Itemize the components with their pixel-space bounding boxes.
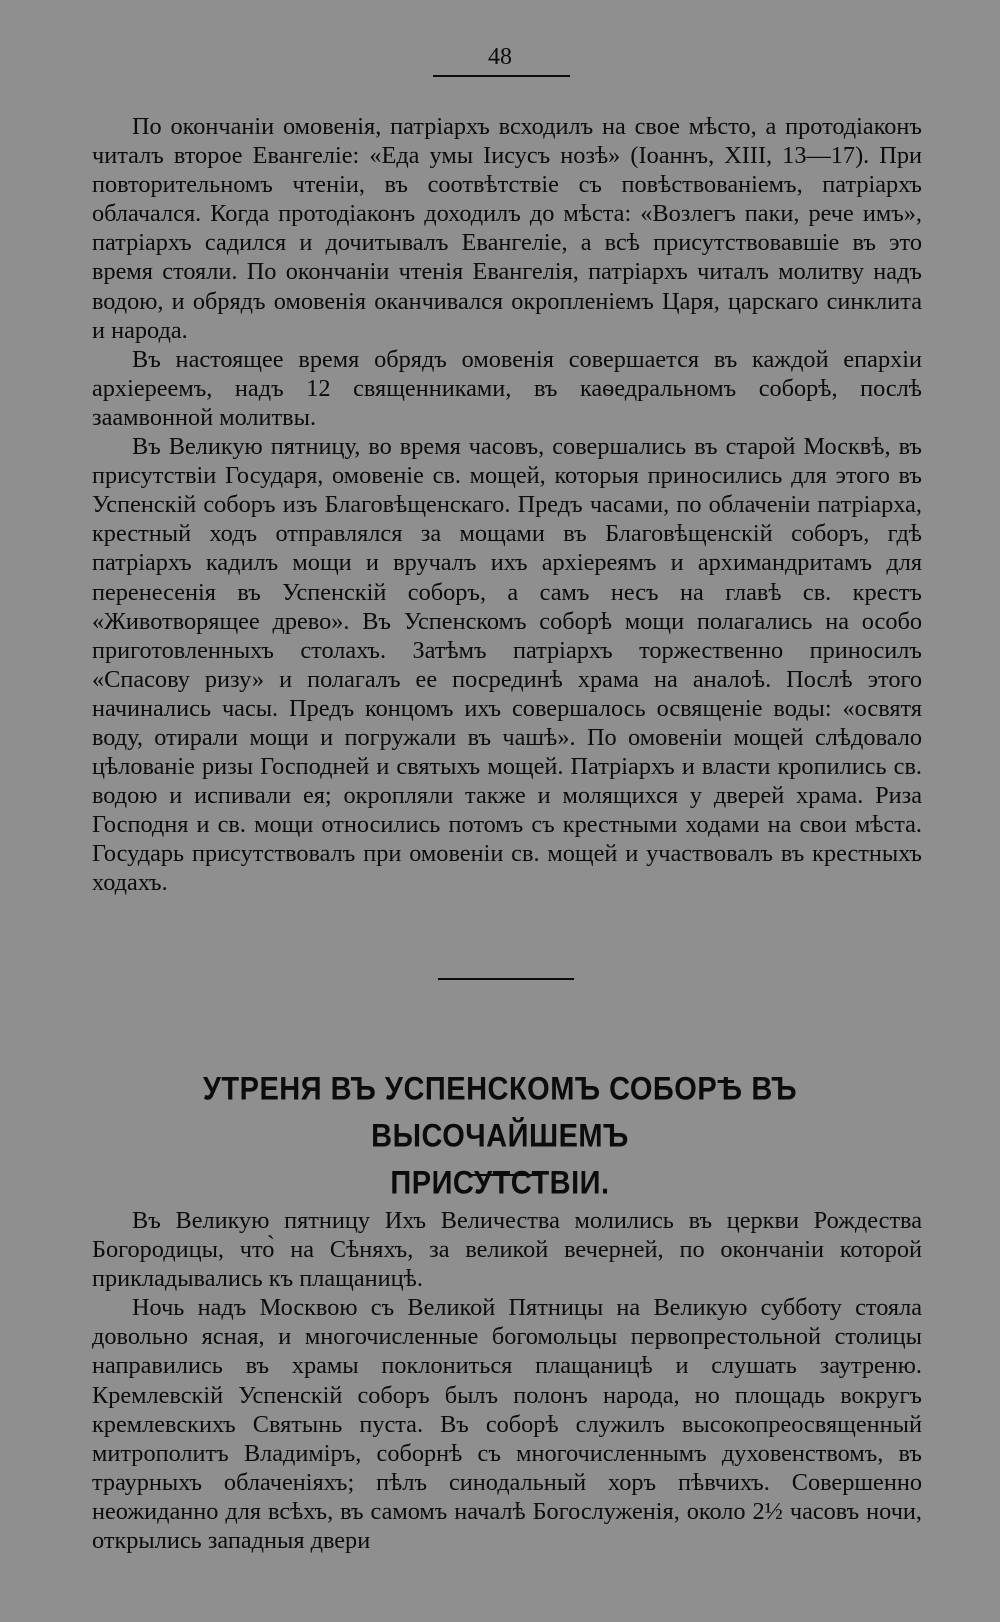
top-rule [433,75,570,77]
paragraph: Въ настоящее время обрядъ омовенiя совершается въ каждой епархiи архiереемъ, надъ 12 священниками, въ каѳедральномъ соборѣ, послѣ заамвонной молитвы. [92,345,922,431]
paragraph: Ночь надъ Москвою съ Великой Пятницы на Великую субботу стояла довольно ясная, и многочисленные богомольцы первопрестольной столицы направились въ храмы поклониться плащаницѣ и слушать заутреню. Кремлевскiй Успенскiй соборъ былъ полонъ народа, но площадь вокругъ кремлевскихъ Святынь пуста. Въ соборѣ служилъ высокопреосвященный митрополитъ Владимiръ, соборнѣ съ многочисленнымъ духовенствомъ, въ траурныхъ облаченiяхъ; пѣлъ синодальный хоръ пѣвчихъ. Совершенно неожиданно для всѣхъ, въ самомъ началѣ Богослуженiя, около 2½ часовъ ночи, открылись западныя двери [92,1294,922,1555]
heading-line-2: ПРИСУТСТВIИ. [390,1165,610,1202]
section-one-text [92,112,922,898]
section-divider-rule [438,978,574,980]
heading-underline-rule [470,1174,540,1176]
section-heading [80,1066,920,1207]
paragraph: Въ Великую пятницу, во время часовъ, совершались въ старой Москвѣ, въ присутствiи Государя, омовенiе св. мощей, которыя приносились для этого въ Успенскiй соборъ изъ Благовѣщенскаго. Предъ часами, по облаченiи патрiарха, крестный ходъ отправлялся за мощами въ Благовѣщенскiй соборъ, гдѣ патрiархъ кадилъ мощи и вручалъ ихъ архiереямъ и архимандритамъ для перенесенiя въ Успенскiй соборъ, а самъ несъ на главѣ св. крестъ «Животворящее древо». Въ Успенскомъ соборѣ мощи полагались на особо приготовленныхъ столахъ. Затѣмъ патрiархъ торжественно приносилъ «Спасову ризу» и полагалъ ее посрединѣ храма на аналоѣ. Послѣ этого начинались часы. Предъ концомъ ихъ совершалось освященiе воды: «освятя воду, отирали мощи и погружали въ чашѣ». По омовенiи мощей слѣдовало цѣлованiе ризы Господней и святыхъ мощей. Патрiархъ и власти кропились св. водою и испивали ея; окропляли также и молящихся у дверей храма. Риза Господня и св. мощи относились потомъ съ крестными ходами на свои мѣста. Государь присутствовалъ при омовенiи св. мощей и участвовалъ въ крестныхъ ходахъ. [92,433,922,897]
section-two-text [92,1206,922,1555]
heading-line-1: УТРЕНЯ ВЪ УСПЕНСКОМЪ СОБОРѢ ВЪ ВЫСОЧАЙШЕМЪ [202,1071,798,1155]
paragraph: Въ Великую пятницу Ихъ Величества молились въ церкви Рождества Богородицы, что̀ на Сѣняхъ, за великой вечерней, по окончанiи которой прикладывались къ плащаницѣ. [92,1207,922,1293]
page-number: 48 [488,44,512,70]
paragraph: По окончанiи омовенiя, патрiархъ всходилъ на свое мѣсто, а протодiаконъ читалъ второе Евангелiе: «Еда умы Iисусъ нозѣ» (Iоаннъ, XIII, 13—17). При повторительномъ чтенiи, въ соотвѣтствiе съ повѣствованiемъ, патрiархъ облачался. Когда протодiаконъ доходилъ до мѣста: «Возлегъ паки, рече имъ», патрiархъ садился и дочитывалъ Евангелiе, а всѣ присутствовавшiе въ это время стояли. По окончанiи чтенiя Евангелiя, патрiархъ читалъ молитву надъ водою, и обрядъ омовенiя оканчивался окропленiемъ Царя, царскаго синклита и народа. [92,113,922,344]
